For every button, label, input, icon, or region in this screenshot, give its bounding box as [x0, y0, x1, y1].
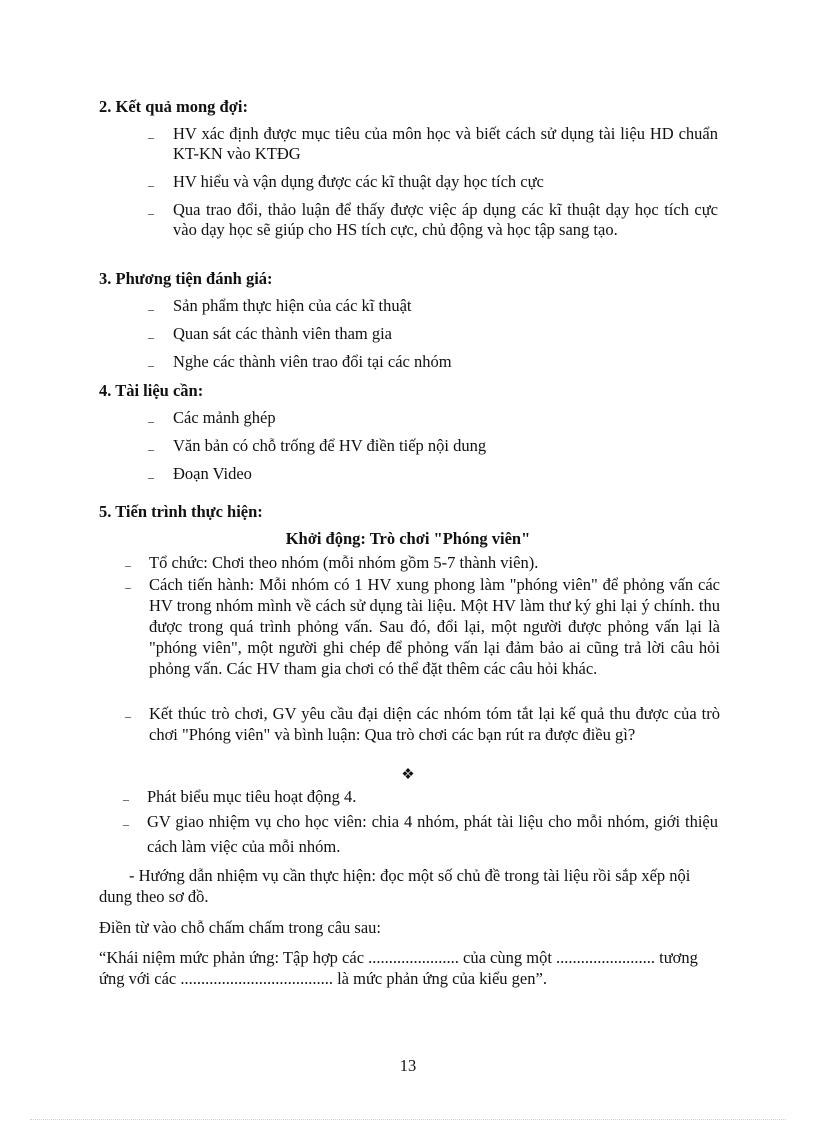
list-item-text: Kết thúc trò chơi, GV yêu cầu đại diện các nhóm tóm tắt lại kế quả thu được của trò chơi "Phóng viên" và bình luận: Qua trò chơi các bạn rút ra được điều gì?	[149, 704, 720, 744]
page-number: 13	[399, 1056, 417, 1075]
list-item-text: Cách tiến hành: Mỗi nhóm có 1 HV xung phong làm "phóng viên" để phỏng vấn các HV trong nhóm mình về cách sử dụng tài liệu. Một HV làm thư ký ghi lại ý chính. thu được trong quá trình phỏng vấn. Sau đó, đổi lại, một người được phỏng vấn lại là "phóng viên", một người ghi chép để phỏng vấn lại đảm bảo ai cũng trả lời câu hỏi phỏng vấn. Các HV tham gia chơi có thể đặt thêm các câu hỏi khác.	[149, 575, 720, 678]
list-item	[148, 296, 718, 316]
guide-paragraph: - Hướng dẫn nhiệm vụ cần thực hiện: đọc một số chủ đề trong tài liệu rồi sắp xếp nội dung theo sơ đồ.	[99, 866, 691, 906]
bullet-dash: –	[148, 358, 154, 372]
bullet-dash: –	[123, 792, 129, 806]
bullet-dash: –	[148, 414, 154, 428]
bullet-dash: –	[148, 130, 154, 144]
section-2-heading: 2. Kết quả mong đợi:	[99, 97, 248, 116]
list-item-text: Quan sát các thành viên tham gia	[173, 324, 393, 343]
list-item	[148, 464, 718, 484]
section-3-heading: 3. Phương tiện đánh giá:	[99, 269, 273, 288]
ornament-icon: ❖	[401, 767, 415, 783]
list-item-text: HV xác định được mục tiêu của môn học và biết cách sử dụng tài liệu HD chuẩn KT-KN vào KTĐG	[173, 124, 718, 163]
bullet-dash: –	[148, 330, 154, 344]
list-item	[148, 436, 718, 456]
bullet-dash: –	[148, 302, 154, 316]
bullet-dash: –	[125, 709, 131, 723]
list-item	[125, 703, 720, 745]
fill-instruction: Điền từ vào chỗ chấm chấm trong câu sau:	[99, 918, 382, 937]
list-item-text: Các mảnh ghép	[173, 408, 276, 427]
page-bottom-divider	[30, 1119, 786, 1120]
list-item-text: Phát biểu mục tiêu hoạt động 4.	[147, 787, 357, 806]
bullet-dash: –	[125, 558, 131, 572]
section-5-heading: 5. Tiến trình thực hiện:	[99, 502, 263, 521]
list-item-text: Sản phẩm thực hiện của các kĩ thuật	[173, 296, 412, 315]
bullet-dash: –	[123, 817, 129, 831]
list-item-text: HV hiểu và vận dụng được các kĩ thuật dạy học tích cực	[173, 172, 544, 191]
list-item-text: Nghe các thành viên trao đổi tại các nhóm	[173, 352, 452, 371]
activity-subheading: Khởi động: Trò chơi "Phóng viên"	[285, 529, 531, 548]
list-item	[148, 324, 718, 344]
list-item	[148, 352, 718, 372]
bullet-dash: –	[148, 442, 154, 456]
list-item	[123, 786, 718, 807]
list-item	[125, 574, 720, 679]
list-item	[148, 124, 718, 164]
list-item-text: GV giao nhiệm vụ cho học viên: chia 4 nhóm, phát tài liệu cho mỗi nhóm, giới thiệu cách làm việc của mỗi nhóm.	[147, 812, 718, 856]
list-item-text: Văn bản có chỗ trống để HV điền tiếp nội dung	[173, 436, 487, 455]
list-item-text: Đoạn Video	[173, 464, 252, 483]
list-item	[148, 200, 718, 240]
bullet-dash: –	[125, 580, 131, 594]
list-item	[148, 172, 718, 192]
bullet-dash: –	[148, 206, 154, 220]
list-item-text: Tổ chức: Chơi theo nhóm (mỗi nhóm gồm 5-7 thành viên).	[149, 553, 539, 572]
list-item-text: Qua trao đổi, thảo luận để thấy được việc áp dụng các kĩ thuật dạy học tích cực vào dạy học sẽ giúp cho HS tích cực, chủ động và học tập sang tạo.	[173, 200, 718, 239]
bullet-dash: –	[148, 178, 154, 192]
bullet-dash: –	[148, 470, 154, 484]
list-item	[123, 809, 718, 859]
fill-sentence: “Khái niệm mức phản ứng: Tập hợp các ...................... của cùng một ........................ tương ứng với các ..................................... là mức phản ứng của kiểu gen”.	[99, 948, 698, 988]
list-item	[148, 408, 718, 428]
section-4-heading: 4. Tài liệu cần:	[99, 381, 204, 400]
list-item	[125, 552, 720, 573]
